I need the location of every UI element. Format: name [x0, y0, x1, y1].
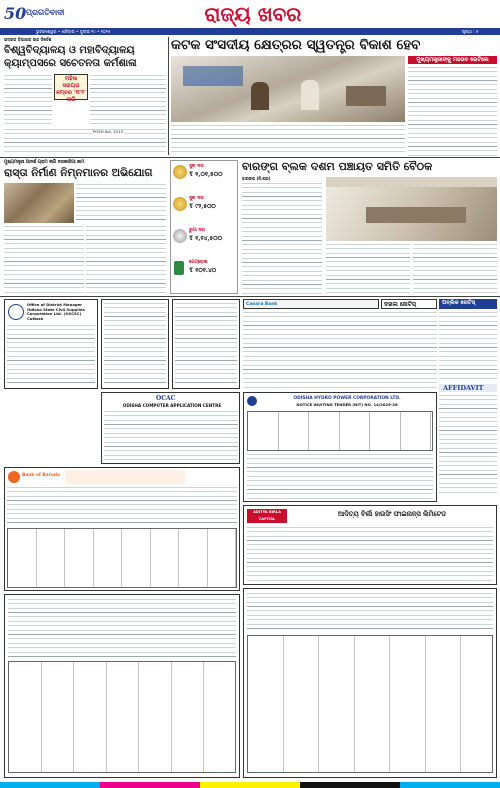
ocac-short: OCAC — [156, 395, 176, 402]
university-body-bottom — [4, 128, 166, 154]
university-headline: ବିଶ୍ୱବିଦ୍ୟାଳୟ ଓ ମହାବିଦ୍ୟାଳୟ କ୍ୟାମ୍ପସରେ ସଚେତନତା କର୍ମଶାଳା — [4, 45, 137, 69]
block-body-col1 — [242, 182, 322, 294]
tender-notice-2 — [172, 299, 240, 389]
cuttack-body-bottom — [171, 124, 405, 156]
silver-label: ରୁପା ଦର — [189, 228, 205, 233]
block-dateline: ବାରଙ୍ଗ (ନି.ପ୍ର) — [242, 176, 271, 181]
block-body-col3 — [413, 243, 497, 294]
university-body-col1 — [4, 74, 52, 126]
road-kicker: ମୁଖ୍ୟମନ୍ତ୍ରୀ ଆଦର୍ଶ ଗ୍ରାମ ଲାଗି ଦରକାରିଆ କାମ — [4, 160, 85, 165]
price-panel — [170, 160, 238, 294]
public-notice-header — [439, 299, 497, 309]
gold-price-2: ₹ ୯୨,୫୦୦ — [189, 203, 216, 210]
ocac-ad — [101, 392, 240, 464]
fuel-pump-icon — [174, 261, 184, 275]
cuttack-subhead: ମୁଖ୍ୟମନ୍ତ୍ରୀଙ୍କୁ ମହତାବ ଭେଟିଲେ — [408, 56, 497, 64]
ocac-name: ODISHA COMPUTER APPLICATION CENTRE — [122, 403, 222, 408]
block-body-col2 — [326, 243, 410, 294]
posh-reference: POSH Act, 2013 — [93, 129, 123, 134]
bottom-notice-right — [243, 588, 497, 778]
possession-title: ଦଖଲ ନୋଟିସ୍ — [384, 301, 416, 308]
possession-notice-body — [243, 311, 437, 389]
possession-notice-header — [381, 299, 437, 309]
petrol-price: ₹ ୧୦୧.୪୦ — [189, 267, 217, 274]
canara-bank-ad — [243, 299, 379, 309]
ohpc-logo-icon — [247, 396, 257, 406]
gold-label-1: ସୁନା ଦର — [189, 164, 204, 169]
hydro-title: ODISHA HYDRO POWER CORPORATION LTD. — [293, 396, 401, 401]
emblem-icon — [8, 304, 24, 320]
petrol-label: ପେଟ୍ରୋଲ — [189, 260, 208, 265]
bob-table — [7, 528, 237, 588]
gold-coin-icon — [173, 165, 187, 179]
bob-name: Bank of Baroda — [22, 473, 60, 478]
helpline-box — [54, 74, 88, 103]
ocscl-ad — [4, 299, 98, 389]
university-kicker: ଭଦ୍ରକ ବିଭାଗର ଉଚ୍ଚ ନିର୍ଦ୍ଦେଶ — [4, 37, 52, 42]
bottom-notice-table — [247, 635, 493, 773]
bottom-left-table — [8, 661, 236, 773]
university-body-col2 — [90, 74, 166, 126]
gold-label-2: ସୁନା ଦର — [189, 196, 204, 201]
public-notice-title: ପବ୍ଲିକ ନୋଟିସ୍ — [442, 300, 476, 306]
hydro-tender-ad — [243, 392, 437, 502]
road-body-col1 — [4, 225, 84, 295]
block-headline: ବାରଙ୍ଗ ବ୍ଲକ ଦଶମ ପଞ୍ଚାୟତ ସମିତି ବୈଠକ — [242, 160, 433, 173]
road-body-col2 — [86, 225, 166, 295]
print-registration-strip — [0, 782, 500, 788]
dateline: ଭୁବନେଶ୍ୱର • ଶନିବାର • ଜୁଲାଇ ୧୯ • ୨୦୨୫ — [36, 28, 111, 34]
cuttack-photo — [171, 56, 405, 122]
block-photo — [326, 177, 497, 241]
affidavit-header — [439, 384, 497, 392]
hydro-table — [247, 411, 433, 451]
canara-logo: Canara Bank — [246, 302, 278, 307]
aditya-birla-logo: ADITYA BIRLA CAPITAL — [247, 509, 287, 523]
gold-coin-icon-2 — [173, 197, 187, 211]
aditya-birla-ad — [243, 505, 497, 585]
section-title: ରାଜ୍ୟ ଖବର — [204, 2, 302, 26]
bank-of-baroda-ad — [4, 467, 240, 591]
page-number: ପୃଷ୍ଠା : ୫ — [462, 28, 479, 34]
gold-price-1: ₹ ୧,୦୧,୫୦୦ — [189, 171, 223, 178]
road-headline: ରାସ୍ତା ନିର୍ମାଣ ନିମ୍ନମାନର ଅଭିଯୋଗ — [4, 167, 153, 179]
road-body-top — [76, 183, 166, 223]
aditya-birla-title: ଆଦିତ୍ୟ ବିର୍ଲା ହାଉସିଂ ଫାଇନାନ୍ସ ଲିମିଟେଡ — [337, 510, 447, 518]
ocscl-title: Office of District Manager Odisha State Civil Supplies Corporation Ltd. (OSCSC) — [27, 302, 85, 317]
tender-notice-1 — [101, 299, 169, 389]
bottom-notice-left — [4, 594, 240, 778]
cuttack-headline: କଟକ ସଂସଦୀୟ କ୍ଷେତ୍ରର ସ୍ୱତନ୍ତ୍ର ବିକାଶ ହେବ — [171, 37, 421, 53]
hydro-subtitle: NOTICE INVITING TENDER (NIT) NO. 14/2025-26 — [296, 402, 398, 407]
affidavit-body — [439, 394, 497, 494]
silver-coin-icon — [173, 229, 187, 243]
road-photo — [4, 183, 74, 223]
affidavit-title: AFFIDAVIT — [443, 384, 484, 392]
anniversary-number: 50 — [4, 4, 27, 23]
cuttack-body-right — [408, 66, 497, 156]
silver-price: ₹ ୧,୧୪,୫୦୦ — [189, 235, 222, 242]
bob-logo-icon — [8, 471, 20, 483]
helpline-label: ମହିଳା ସହାୟତା ନମ୍ବର '୧୮୧' ଲାଗି — [56, 76, 86, 103]
brand-name: ପ୍ରଗତିବାଦୀ — [26, 8, 65, 17]
ocscl-city: Cuttack — [27, 316, 44, 321]
public-notice-body — [439, 311, 497, 381]
brand-logo — [4, 4, 114, 24]
